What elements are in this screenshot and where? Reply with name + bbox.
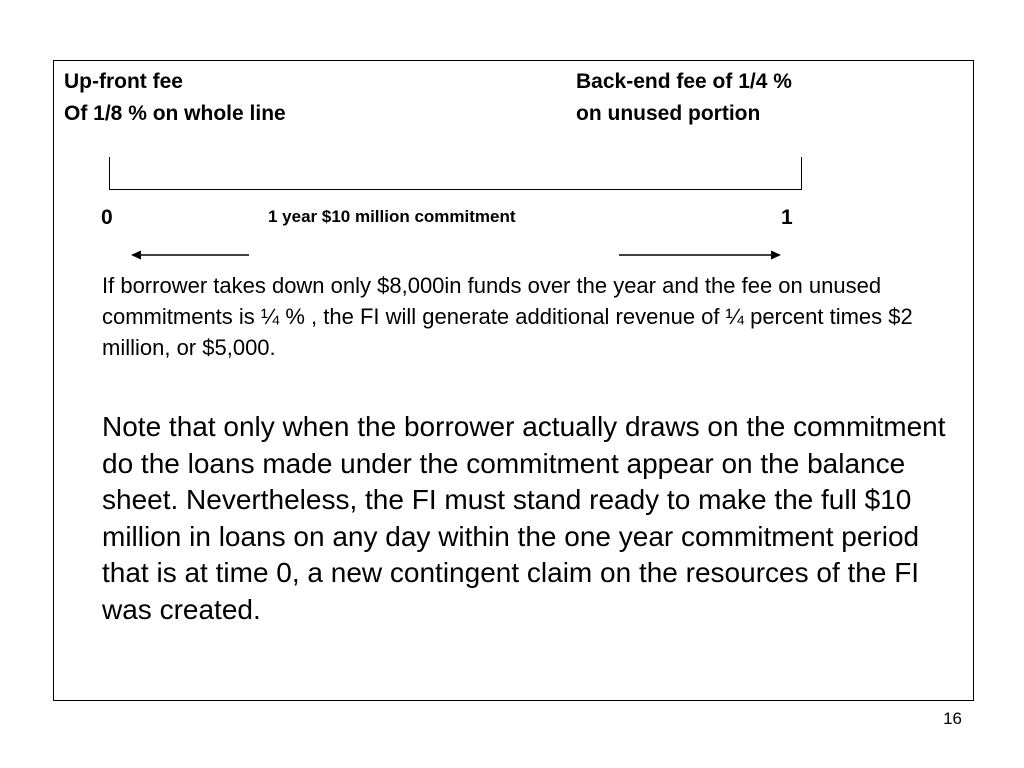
timeline-end-label: 1 <box>781 206 793 229</box>
page-number: 16 <box>943 709 962 728</box>
timeline-end-tick <box>801 157 802 190</box>
note-paragraph: Note that only when the borrower actually draws on the commitment do the loans made under the commitment appear on the balance sheet. Nevertheless, the FI must stand ready to make the full $10 million in loans on any day within the one year commitment period that is at time 0, a new contingent claim on the resources of the FI was created. <box>102 411 946 625</box>
upfront-fee-detail: Of 1/8 % on whole line <box>64 102 286 125</box>
commitment-label: 1 year $10 million commitment <box>268 207 516 226</box>
left-arrow-icon <box>131 248 251 262</box>
right-arrow-icon <box>617 248 781 262</box>
upfront-fee-label: Up-front fee <box>64 70 183 93</box>
backend-fee-label: Back-end fee of 1/4 % <box>576 70 792 93</box>
timeline-start-tick <box>109 157 110 190</box>
backend-fee-detail: on unused portion <box>576 102 761 125</box>
timeline-axis <box>109 189 802 190</box>
example-paragraph: If borrower takes down only $8,000in funds over the year and the fee on unused commitments is ¼ % , the FI will generate additional revenue of ¼ percent times $2 million, or $5,000. <box>102 273 913 360</box>
timeline-start-label: 0 <box>101 206 113 229</box>
